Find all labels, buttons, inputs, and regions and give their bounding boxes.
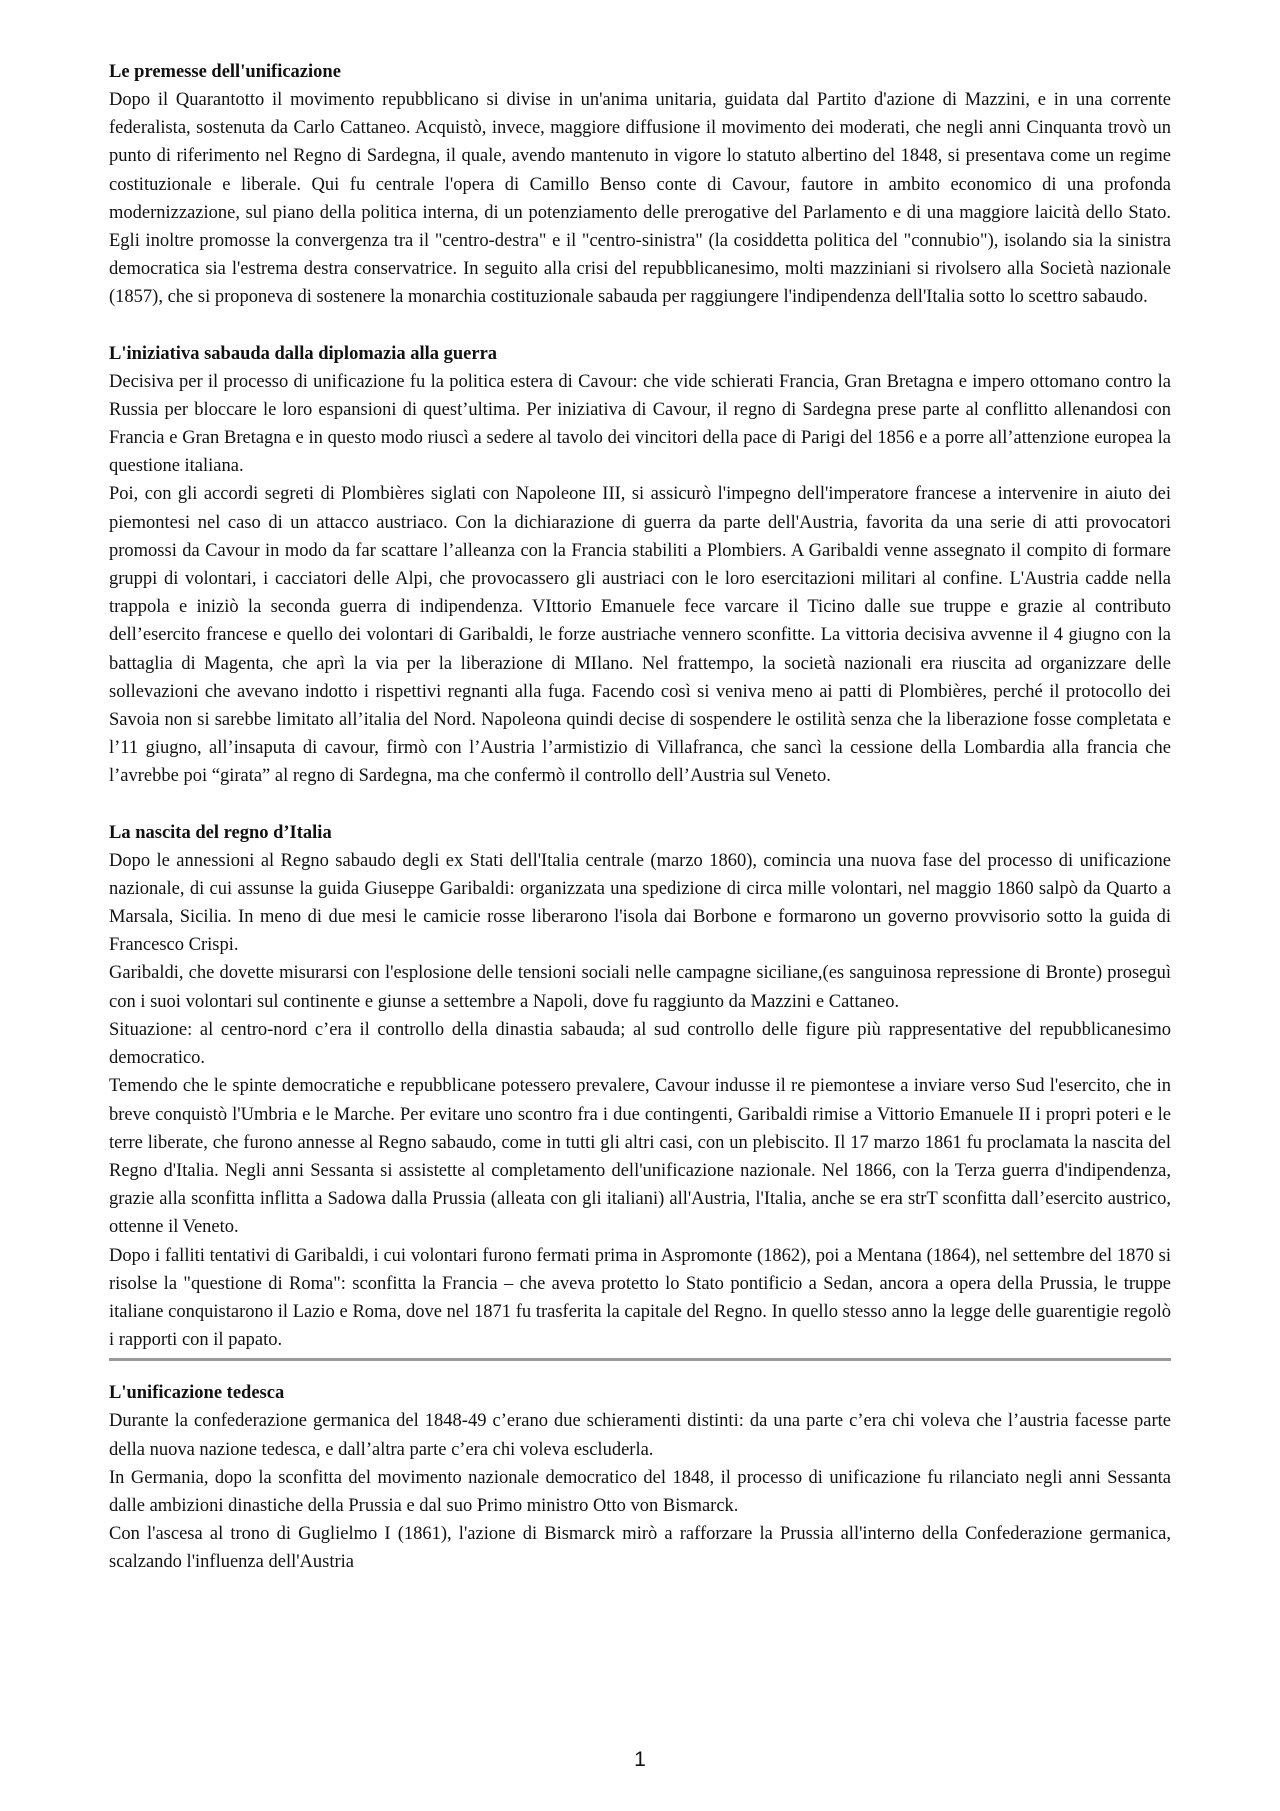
section-heading: L'iniziativa sabauda dalla diplomazia alla guerra [109,343,498,364]
section-gap [109,791,1171,819]
paragraph: Dopo il Quarantotto il movimento repubblicano si divise in un'anima unitaria, guidata dal Partito d'azione di Mazzini, e in una corrente federalista, sostenuta da Carlo Cattaneo. Acquistò, invece, maggiore diffusione il movimento dei moderati, che negli anni Cinquanta trovò un punto di riferimento nel Regno di Sardegna, il quale, avendo mantenuto in vigore lo statuto albertino del 1848, si presentava come un regime costituzionale e liberale. Qui fu centrale l'opera di Camillo Benso conte di Cavour, fautore in ambito economico di una profonda modernizzazione, sul piano della politica interna, di un potenziamento delle prerogative del Parlamento e di una maggiore laicità dello Stato. Egli inoltre promosse la convergenza tra il "centro-destra" e il "centro-sinistra" (la cosiddetta politica del "connubio"), isolando sia la sinistra democratica sia l'estrema destra conservatrice. In seguito alla crisi del repubblicanesimo, molti mazziniani si rivolsero alla Società nazionale (1857), che si proponeva di sostenere la monarchia costituzionale sabauda per raggiungere l'indipendenza dell'Italia sotto lo scettro sabaudo. [109,90,1171,308]
section-nascita-regno [109,819,1171,1355]
paragraph: Poi, con gli accordi segreti di Plombières siglati con Napoleone III, si assicurò l'impegno dell'imperatore francese a intervenire in aiuto dei piemontesi nel caso di un attacco austriaco. Con la dichiarazione di guerra da parte dell'Austria, favorita da una serie di atti provocatori promossi da Cavour in modo da far scattare l’alleanza con la Francia stabiliti a Plombiers. A Garibaldi venne assegnato il compito di formare gruppi di volontari, i cacciatori delle Alpi, che provocassero gli austriaci con le loro esercitazioni militari al confine. L'Austria cadde nella trappola e iniziò la seconda guerra di indipendenza. VIttorio Emanuele fece varcare il Ticino dalle sue truppe e grazie al contributo dell’esercito francese e quello dei volontari di Garibaldi, le forze austriache vennero sconfitte. La vittoria decisiva avvenne il 4 giugno con la battaglia di Magenta, che aprì la via per la liberazione di MIlano. Nel frattempo, la società nazionali era riuscita ad organizzare delle sollevazioni che avevano indotto i rispettivi regnanti alla fuga. Facendo così si veniva meno ai patti di Plombières, perché il protocollo dei Savoia non si sarebbe limitato all’italia del Nord. Napoleona quindi decise di sospendere le ostilità senza che la liberazione fosse completata e l’11 giugno, all’insaputa di cavour, firmò con l’Austria l’armistizio di Villafranca, che sancì la cessione della Lombardia alla francia che l’avrebbe poi “girata” al regno di Sardegna, ma che confermò il controllo dell’Austria sul Veneto. [109,484,1171,787]
section-heading: La nascita del regno d’Italia [109,822,332,843]
section-heading: L'unificazione tedesca [109,1383,285,1404]
section-premesse [109,58,1171,312]
section-iniziativa-sabauda [109,340,1171,791]
section-unificazione-tedesca [109,1379,1171,1576]
paragraph: Situazione: al centro-nord c’era il controllo della dinastia sabauda; al sud controllo delle figure più rappresentative del repubblicanesimo democratico. [109,1019,1171,1069]
page-number: 1 [634,1748,646,1771]
paragraph: Decisiva per il processo di unificazione fu la politica estera di Cavour: che vide schierati Francia, Gran Bretagna e impero ottomano contro la Russia per bloccare le loro espansioni di quest’ultima. Per iniziativa di Cavour, il regno di Sardegna prese parte al conflitto allenandosi con Francia e Gran Bretagna e in questo modo riuscì a sedere al tavolo dei vincitori della pace di Parigi del 1856 e a porre all’attenzione europea la questione italiana. [109,371,1171,477]
document-page [109,58,1171,1577]
horizontal-rule [109,1358,1171,1361]
paragraph: Dopo i falliti tentativi di Garibaldi, i cui volontari furono fermati prima in Aspromonte (1862), poi a Mentana (1864), nel settembre del 1870 si risolse la "questione di Roma": sconfitta la Francia – che aveva protetto lo Stato pontificio a Sedan, ancora a opera della Prussia, le truppe italiane conquistarono il Lazio e Roma, dove nel 1871 fu trasferita la capitale del Regno. In quello stesso anno la legge delle guarentigie regolò i rapporti con il papato. [109,1245,1171,1351]
section-gap [109,312,1171,340]
paragraph: Dopo le annessioni al Regno sabaudo degli ex Stati dell'Italia centrale (marzo 1860), comincia una nuova fase del processo di unificazione nazionale, di cui assunse la guida Giuseppe Garibaldi: organizzata una spedizione di circa mille volontari, nel maggio 1860 salpò da Quarto a Marsala, Sicilia. In meno di due mesi le camicie rosse liberarono l'isola dai Borbone e formarono un governo provvisorio sotto la guida di Francesco Crispi. [109,850,1171,956]
paragraph: Durante la confederazione germanica del 1848-49 c’erano due schieramenti distinti: da una parte c’era chi voleva che l’austria facesse parte della nuova nazione tedesca, e dall’altra parte c’era chi voleva escluderla. [109,1411,1171,1460]
paragraph: Con l'ascesa al trono di Guglielmo I (1861), l'azione di Bismarck mirò a rafforzare la Prussia all'interno della Confederazione germanica, scalzando l'influenza dell'Austria [109,1524,1171,1573]
paragraph: In Germania, dopo la sconfitta del movimento nazionale democratico del 1848, il processo di unificazione fu rilanciato negli anni Sessanta dalle ambizioni dinastiche della Prussia e dal suo Primo ministro Otto von Bismarck. [109,1467,1171,1516]
paragraph: Garibaldi, che dovette misurarsi con l'esplosione delle tensioni sociali nelle campagne siciliane,(es sanguinosa repressione di Bronte) proseguì con i suoi volontari sul continente e giunse a settembre a Napoli, dove fu raggiunto da Mazzini e Cattaneo. [109,963,1171,1012]
section-heading: Le premesse dell'unificazione [109,62,341,82]
paragraph: Temendo che le spinte democratiche e repubblicane potessero prevalere, Cavour indusse il re piemontese a inviare verso Sud l'esercito, che in breve conquistò l'Umbria e le Marche. Per evitare uno scontro fra i due contingenti, Garibaldi rimise a Vittorio Emanuele II i propri poteri e le terre liberate, che furono annesse al Regno sabaudo, come in tutti gli altri casi, con un plebiscito. Il 17 marzo 1861 fu proclamata la nascita del Regno d'Italia. Negli anni Sessanta si assistette al completamento dell'unificazione nazionale. Nel 1866, con la Terza guerra d'indipendenza, grazie alla sconfitta inflitta a Sadowa dalla Prussia (alleata con gli italiani) all'Austria, l'Italia, anche se era strT sconfitta dall’esercito austrico, ottenne il Veneto. [109,1076,1171,1238]
